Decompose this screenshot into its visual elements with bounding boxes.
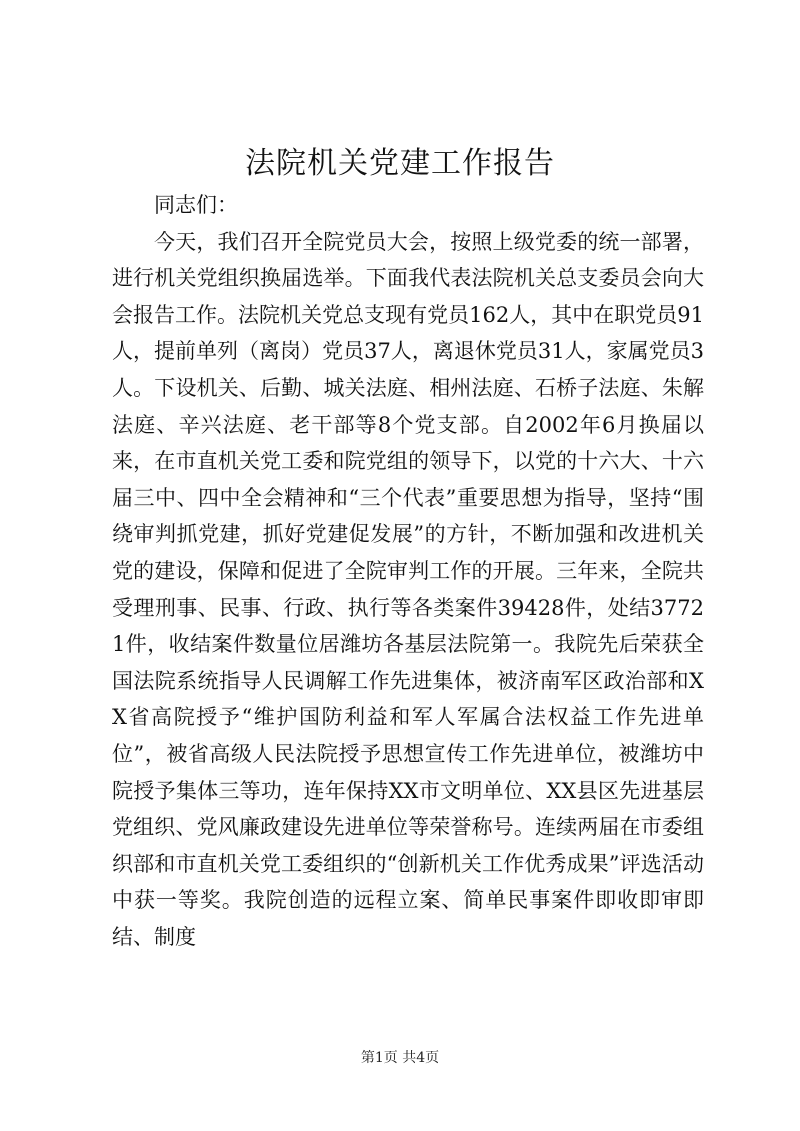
document-body [112,187,704,955]
page-footer: 第1页 共4页 [360,1050,440,1066]
salutation: 同志们： [154,193,238,217]
body-paragraph: 今天，我们召开全院党员大会，按照上级党委的统一部署，进行机关党组织换届选举。下面我代表法院机关总支委员会向大会报告工作。法院机关党总支现有党员162人，其中在职党员91人，提前单列（离岗）党员37人，离退休党员31人，家属党员3人。下设机关、后勤、城关法庭、相州法庭、石桥子法庭、朱解法庭、辛兴法庭、老干部等8个党支部。自2002年6月换届以来，在市直机关党工委和院党组的领导下，以党的十六大、十六届三中、四中全会精神和“三个代表”重要思想为指导，坚持“围绕审判抓党建，抓好党建促发展”的方针，不断加强和改进机关党的建设，保障和促进了全院审判工作的开展。三年来，全院共受理刑事、民事、行政、执行等各类案件39428件，处结37721件，收结案件数量位居潍坊各基层法院第一。我院先后荣获全国法院系统指导人民调解工作先进集体，被济南军区政治部和XX省高院授予“维护国防利益和军人军属合法权益工作先进单位”，被省高级人民法院授予思想宣传工作先进单位，被潍坊中院授予集体三等功，连年保持XX市文明单位、XX县区先进基层党组织、党风廉政建设先进单位等荣誉称号。连续两届在市委组织部和市直机关党工委组织的“创新机关工作优秀成果”评选活动中获一等奖。我院创造的远程立案、简单民事案件即收即审即结、制度 [112,229,704,949]
document-title: 法院机关党建工作报告 [245,146,555,181]
